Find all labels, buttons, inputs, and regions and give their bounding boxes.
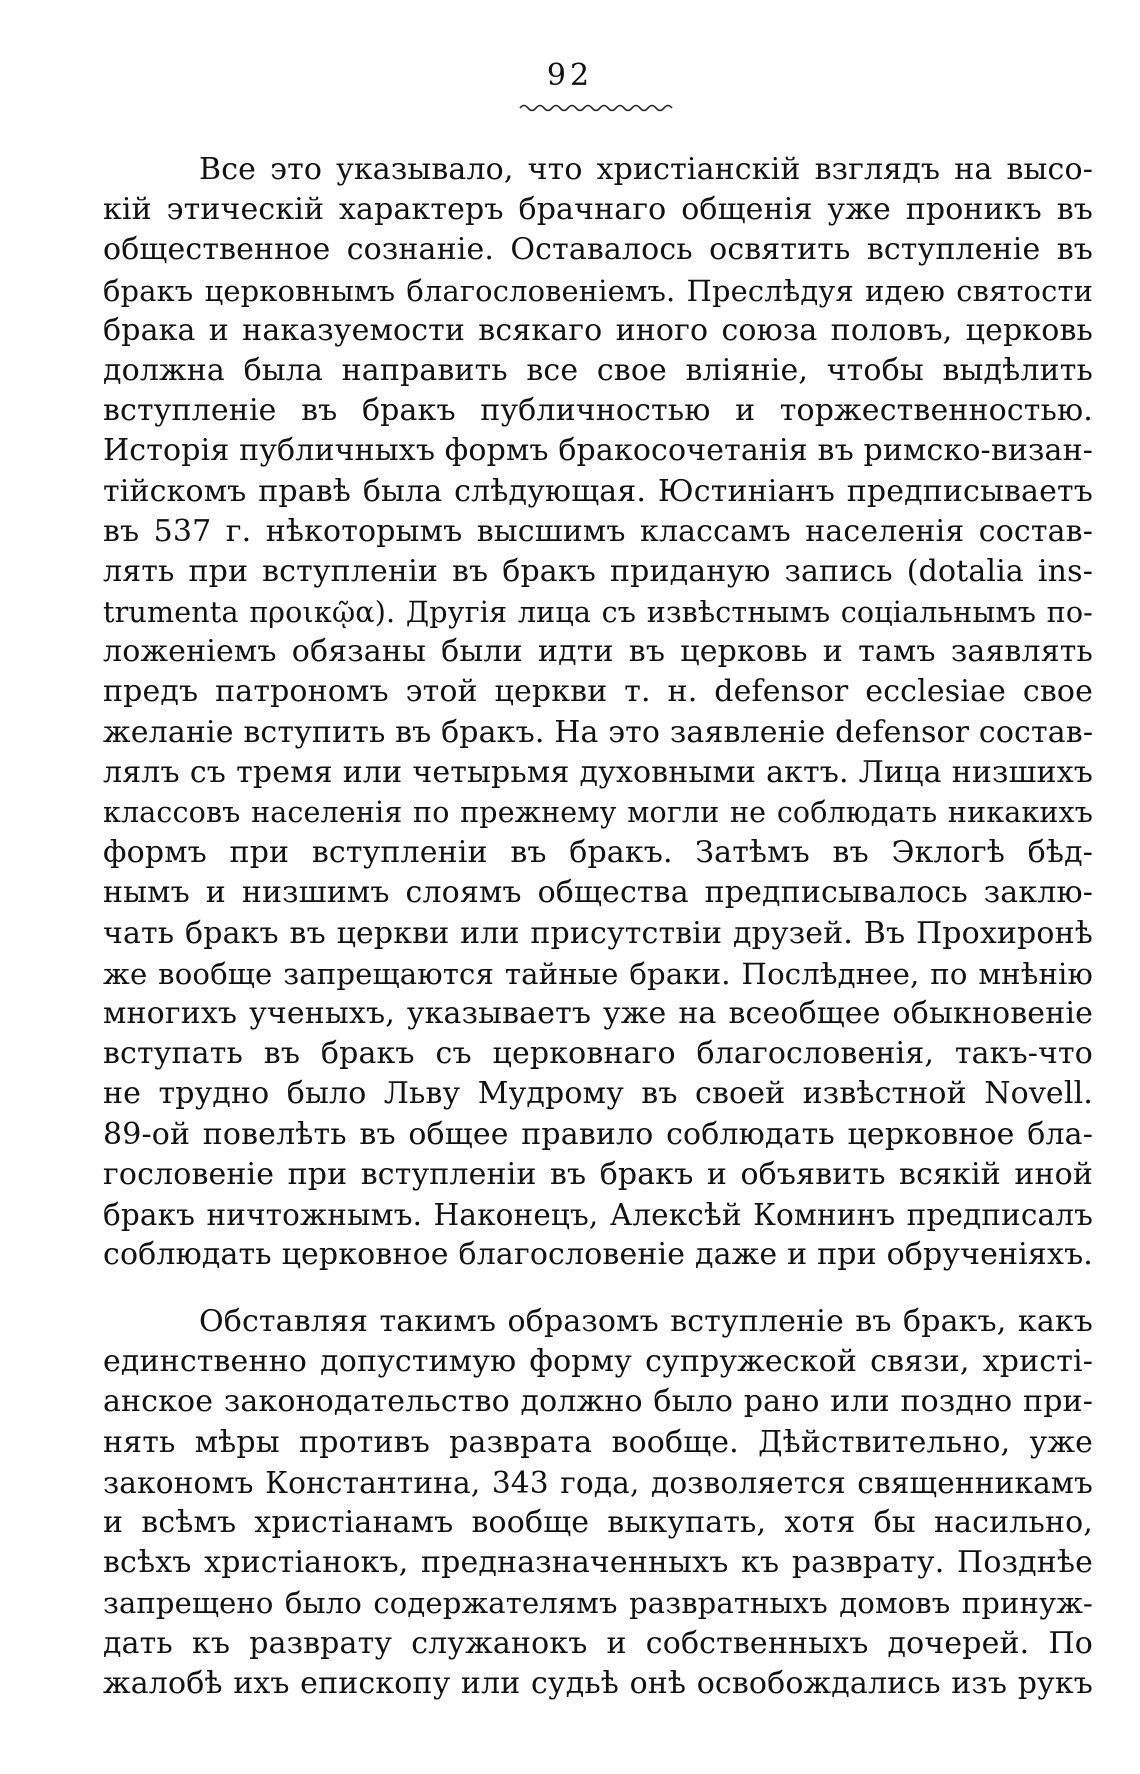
text-line: предъ патрономъ этой церкви т. н. defensor ecclesiae свое bbox=[103, 674, 1093, 710]
paragraph-2 bbox=[103, 1302, 1093, 1704]
text-line: Исторія публичныхъ формъ бракосочетанія въ римско-визан- bbox=[103, 433, 1094, 469]
text-line: жалобѣ ихъ епископу или судьѣ онѣ освобождались изъ рукъ bbox=[103, 1665, 1093, 1701]
text-line: вступленіе въ бракъ публичностью и торжественностью. bbox=[103, 393, 1093, 429]
paragraph-1 bbox=[103, 150, 1093, 1275]
text-line: Обставляя такимъ образомъ вступленіе въ бракъ, какъ bbox=[199, 1304, 1093, 1339]
wavy-rule-ornament bbox=[518, 102, 678, 114]
text-line: кій этическій характеръ брачнаго общенія уже проникъ въ bbox=[103, 192, 1093, 228]
text-line: ложеніемъ обязаны были идти въ церковь и тамъ заявлять bbox=[103, 634, 1093, 670]
text-line: единственно допустимую форму супружеской связи, христі- bbox=[103, 1344, 1093, 1380]
text-line: брака и наказуемости всякаго иного союза половъ, церковь bbox=[103, 312, 1093, 348]
text-line: 89-ой повелѣть въ общее правило соблюдать церковное бла- bbox=[103, 1116, 1093, 1152]
text-line: дать къ разврату служанокъ и собственныхъ дочерей. По bbox=[103, 1625, 1093, 1661]
text-line: классовъ населенія по прежнему могли не соблюдать никакихъ bbox=[103, 796, 1093, 829]
text-line: желаніе вступить въ бракъ. На это заявленіе defensor состав- bbox=[103, 714, 1094, 750]
text-line: тійскомъ правѣ была слѣдующая. Юстиніанъ предписываетъ bbox=[103, 473, 1093, 509]
text-line: trumenta προικῷα). Другія лица съ извѣстнымъ соціальнымъ по- bbox=[103, 595, 1093, 630]
text-line: формъ при вступленіи въ бракъ. Затѣмъ въ Эклогѣ бѣд- bbox=[103, 835, 1093, 871]
text-line: и всѣмъ христіанамъ вообще выкупать, хотя бы насильно, bbox=[103, 1504, 1093, 1540]
text-line: лять при вступленіи въ бракъ приданую запись (dotalia ins- bbox=[103, 553, 1093, 589]
text-line: лялъ съ тремя или четырьмя духовными актъ. Лица низшихъ bbox=[103, 754, 1093, 790]
text-line: бракъ ничтожнымъ. Наконецъ, Алексѣй Комнинъ предписалъ bbox=[103, 1197, 1093, 1232]
text-line: вступать въ бракъ съ церковнаго благословенія, такъ-что bbox=[103, 1036, 1093, 1072]
text-line: Все это указывало, что христіанскій взглядъ на высо- bbox=[199, 152, 1093, 187]
text-line: чать бракъ въ церкви или присутствіи друзей. Въ Прохиронѣ bbox=[103, 915, 1093, 951]
text-line: не трудно было Льву Мудрому въ своей извѣстной Novell. bbox=[103, 1076, 1093, 1112]
text-line: всѣхъ христіанокъ, предназначенныхъ къ разврату. Позднѣе bbox=[103, 1545, 1093, 1581]
page-number: 92 bbox=[546, 58, 594, 93]
text-line: бракъ церковнымъ благословеніемъ. Преслѣдуя идею святости bbox=[103, 273, 1093, 308]
text-line: многихъ ученыхъ, указываетъ уже на всеобщее обыкновеніе bbox=[103, 995, 1093, 1031]
text-line: закономъ Константина, 343 года, дозволяется священникамъ bbox=[103, 1465, 1093, 1500]
text-line: нымъ и низшимъ слоямъ общества предписывалось заклю- bbox=[103, 875, 1093, 911]
text-line: гословеніе при вступленіи въ бракъ и объявить всякій иной bbox=[103, 1156, 1093, 1192]
text-line: анское законодательство должно было рано или поздно при- bbox=[103, 1384, 1093, 1420]
text-line: въ 537 г. нѣкоторымъ высшимъ классамъ населенія состав- bbox=[103, 513, 1093, 549]
text-line: соблюдать церковное благословеніе даже и при обрученіяхъ. bbox=[103, 1237, 1093, 1273]
text-line: запрещено было содержателямъ развратныхъ домовъ принуж- bbox=[103, 1586, 1093, 1621]
text-line: нять мѣры противъ разврата вообще. Дѣйствительно, уже bbox=[103, 1424, 1093, 1460]
text-line: общественное сознаніе. Оставалось освятить вступленіе въ bbox=[103, 232, 1093, 268]
text-line: же вообще запрещаются тайные браки. Послѣднее, по мнѣнію bbox=[103, 956, 1093, 991]
text-line: должна была направить все свое вліяніе, чтобы выдѣлить bbox=[103, 352, 1093, 388]
